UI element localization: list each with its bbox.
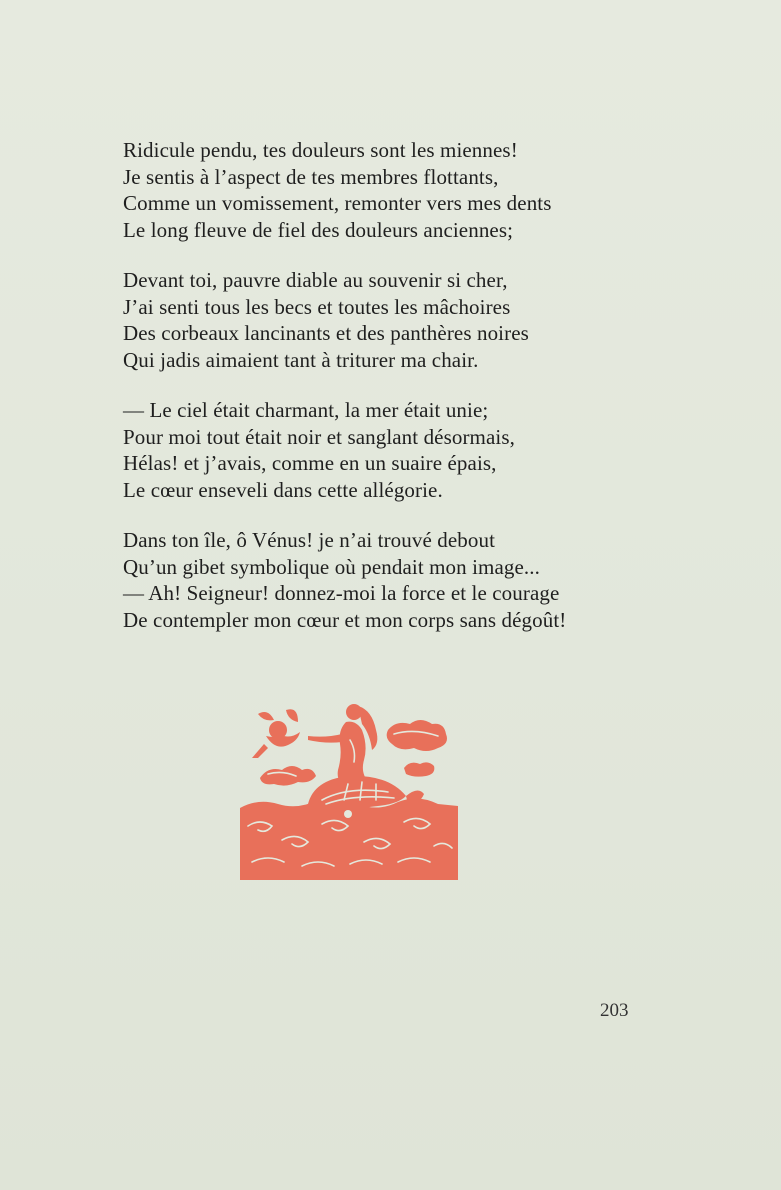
venus-on-shell-woodcut-icon [238,700,460,882]
verse-line: Qu’un gibet symbolique où pendait mon image... [123,554,540,579]
verse-line: — Le ciel était charmant, la mer était unie; [123,398,489,422]
verse-line: — Ah! Seigneur! donnez-moi la force et le courage [123,581,560,605]
stanza-4 [123,527,683,633]
verse-line: J’ai senti tous les becs et toutes les mâchoires [123,294,511,319]
verse-line: Dans ton île, ô Vénus! je n’ai trouvé debout [123,528,496,552]
verse-line: De contempler mon cœur et mon corps sans dégoût! [123,607,567,632]
verse-line: Le cœur enseveli dans cette allégorie. [123,477,443,502]
verse-line: Devant toi, pauvre diable au souvenir si cher, [123,268,508,292]
stanza-2 [123,267,683,373]
verse-line: Qui jadis aimaient tant à triturer ma chair. [123,347,479,372]
poem [123,137,683,657]
verse-line: Hélas! et j’avais, comme en un suaire épais, [123,451,497,475]
page-number: 203 [600,1000,629,1021]
verse-line: Je sentis à l’aspect de tes membres flottants, [123,164,499,189]
verse-line: Des corbeaux lancinants et des panthères noires [123,321,529,345]
verse-line: Le long fleuve de fiel des douleurs anciennes; [123,217,514,242]
stanza-1 [123,137,683,243]
verse-line: Ridicule pendu, tes douleurs sont les miennes! [123,138,518,162]
verse-line: Pour moi tout était noir et sanglant désormais, [123,424,515,449]
verse-line: Comme un vomissement, remonter vers mes dents [123,191,552,215]
stanza-3 [123,397,683,503]
